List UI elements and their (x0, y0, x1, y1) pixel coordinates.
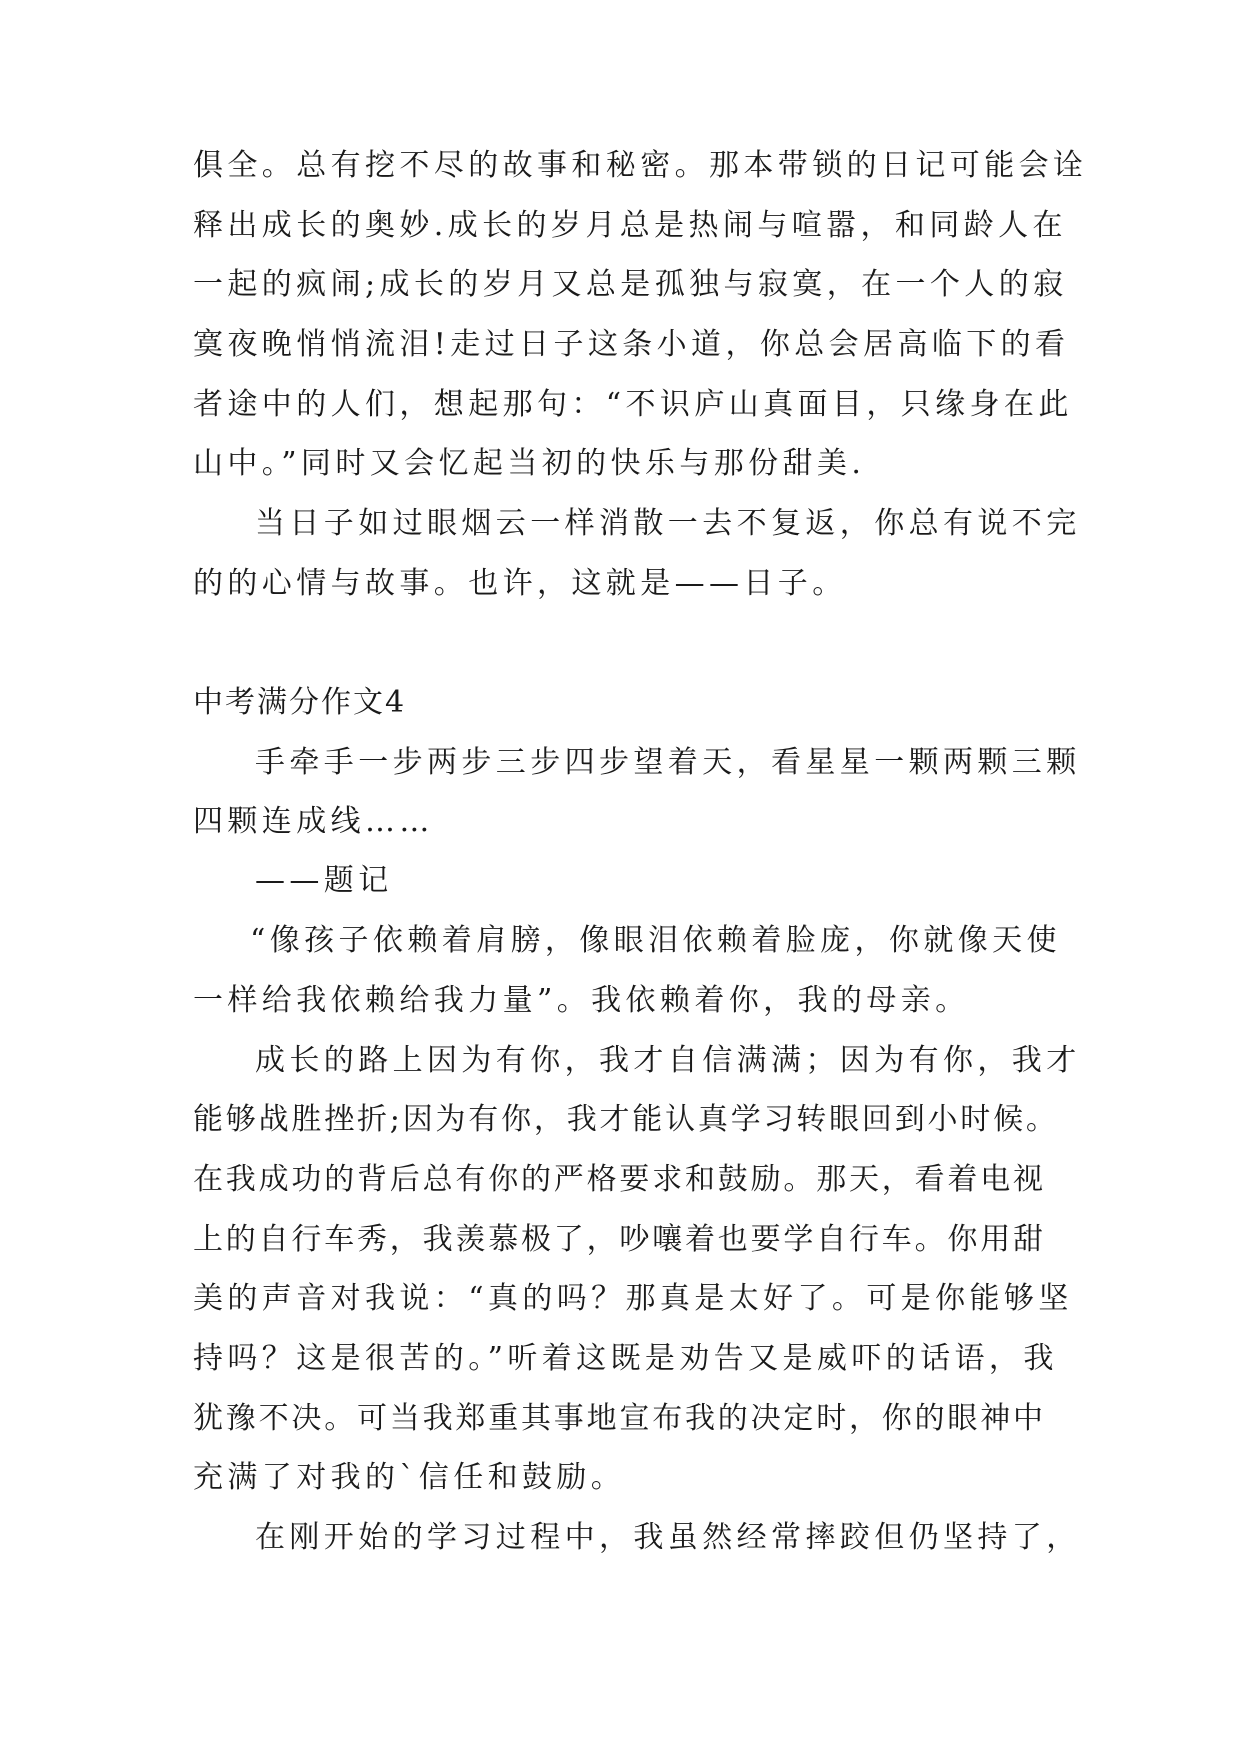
paragraph-first-line: 成长的路上因为有你，我才自信满满；因为有你，我才 (255, 1043, 1081, 1078)
text-line: 释出成长的奥妙.成长的岁月总是热闹与喧嚣，和同龄人在 (193, 208, 1067, 243)
section-heading: 中考满分作文4 (193, 685, 407, 720)
text-line: 者途中的人们，想起那句：“不识庐山真面目，只缘身在此 (193, 387, 1073, 422)
paragraph-first-line: “像孩子依赖着肩膀，像眼泪依赖着脸庞，你就像天使 (250, 923, 1061, 958)
text-line: 持吗？这是很苦的。”听着这既是劝告又是威吓的话语，我 (193, 1341, 1058, 1376)
text-line: 美的声音对我说：“真的吗？那真是太好了。可是你能够坚 (193, 1281, 1073, 1316)
epigraph-attribution: ——题记 (255, 863, 393, 898)
text-line: 上的自行车秀，我羡慕极了，吵嚷着也要学自行车。你用甜 (193, 1222, 1046, 1257)
text-line: 能够战胜挫折;因为有你，我才能认真学习转眼回到小时候。 (193, 1102, 1059, 1137)
text-line: 充满了对我的`信任和鼓励。 (193, 1460, 626, 1495)
text-line: 的的心情与故事。也许，这就是——日子。 (193, 566, 847, 601)
text-line: 寞夜晚悄悄流泪!走过日子这条小道，你总会居高临下的看 (193, 327, 1070, 362)
text-line: 一起的疯闹;成长的岁月又总是孤独与寂寞，在一个人的寂 (193, 267, 1068, 302)
text-line: 俱全。总有挖不尽的故事和秘密。那本带锁的日记可能会诠 (193, 148, 1088, 183)
text-line: 犹豫不决。可当我郑重其事地宣布我的决定时，你的眼神中 (193, 1401, 1046, 1436)
text-line: 一样给我依赖给我力量”。我依赖着你，我的母亲。 (193, 983, 970, 1018)
paragraph-first-line: 在刚开始的学习过程中，我虽然经常摔跤但仍坚持了， (255, 1520, 1081, 1555)
paragraph-first-line: 手牵手一步两步三步四步望着天，看星星一颗两颗三颗 (255, 745, 1081, 780)
paragraph-first-line: 当日子如过眼烟云一样消散一去不复返，你总有说不完 (255, 506, 1081, 541)
text-line: 四颗连成线…… (193, 804, 434, 839)
text-line: 山中。”同时又会忆起当初的快乐与那份甜美. (193, 446, 866, 481)
text-line: 在我成功的背后总有你的严格要求和鼓励。那天，看着电视 (193, 1162, 1046, 1197)
